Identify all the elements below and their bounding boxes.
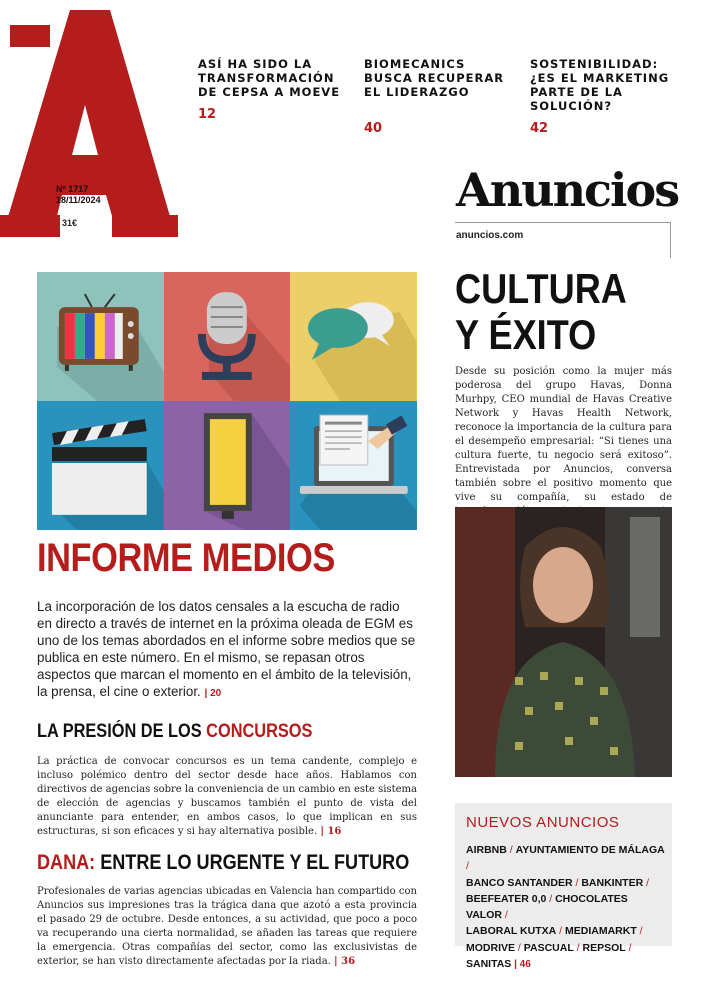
site-link[interactable]: anuncios.com — [456, 230, 524, 241]
laptop-newspaper-icon — [290, 401, 417, 530]
issue-info — [56, 184, 101, 206]
issue-number: Nº 1717 — [56, 184, 89, 194]
dana-body: Profesionales de varias agencias ubicadas en Valencia han compartido con Anuncios sus impresiones tras la trágica dana que azotó a esta provincia el pasado 29 de octubre. Desde entonces, a su actividad, que poco a poco va recuperando una cierta normalidad, se añaden las tareas que requiere la emergencia. Otras compañías del sector, como las exclusivistas de exterior, se han visto directamente afectadas por la riada. | 36 — [37, 886, 417, 967]
teaser-biomecanics[interactable] — [364, 57, 514, 136]
brand-item[interactable]: REPSOL — [582, 941, 626, 954]
brand-item[interactable]: MODRIVE — [466, 941, 516, 954]
clapperboard-icon — [37, 401, 164, 530]
dana-text: Profesionales de varias agencias ubicadas en Valencia han compartido con Anuncios sus impresiones tras la trágica dana que azotó a esta provincia el pasado 29 de octubre. Desde entonces, a su actividad, que poco a poco va recuperando una cierta normalidad, se añaden las tareas que requiere la emergencia. Otras compañías del sector, como las exclusivistas de exterior, se han visto directamente afectadas por la riada. — [37, 886, 417, 967]
brand-item[interactable]: BEEFEATER 0,0 — [466, 892, 547, 905]
brand-item[interactable]: SANITAS — [466, 958, 512, 971]
presion-body: La práctica de convocar concursos es un tema candente, complejo e incluso polémico dentro del sector desde hace años. Hablamos con directivos de agencias sobre la conveniencia de un cambio en este sistema de elección de agencias y buscamos también el punto de vista del anunciante para entender, en ambos casos, lo que implican en sus estructuras, si son eficaces y si hay alternativa posible. | 16 — [37, 756, 417, 837]
divider — [455, 222, 671, 223]
teaser-cepsa[interactable] — [198, 57, 348, 122]
teaser-title: BIOMECANICS BUSCA RECUPERAR EL LIDERAZGO — [364, 57, 505, 99]
headline-line: Y ÉXITO — [455, 311, 597, 358]
brand-item[interactable]: PASCUAL — [523, 941, 574, 954]
headline-presion-concursos — [37, 722, 312, 741]
informe-body: La incorporación de los datos censales a la escucha de radio en directo a través de internet en la próxima oleada de EGM es uno de los temas abordados en el informe sobre medios que se publica en este número. En el mismo, se repasan otros aspectos que marcan el momento en el ámbito de la televisión, la prensa, el cine o exterior. | 20 — [37, 599, 416, 699]
teaser-page: 40 — [364, 121, 383, 136]
nuevos-anuncios-list: AIRBNB / AYUNTAMIENTO DE MÁLAGA / BANCO SANTANDER / BANKINTER / BEEFEATER 0,0 / CHOCOLATES VALOR / LABORAL KUTXA / MEDIAMARKT / MODRIVE / PASCUAL / REPSOL / SANITAS | 46 — [466, 844, 665, 971]
brand-item[interactable]: BANCO SANTANDER — [466, 876, 573, 889]
brand-item[interactable]: AIRBNB — [466, 844, 507, 856]
brand-item[interactable]: LABORAL KUTXA — [466, 925, 557, 938]
portrait-photo — [455, 507, 672, 777]
billboard-icon — [164, 401, 291, 530]
presion-text: La práctica de convocar concursos es un tema candente, complejo e incluso polémico dentro del sector desde hace años. Hablamos con directivos de agencias sobre la conveniencia de un cambio en este sistema de elección de agencias y buscamos también el punto de vista del anunciante para entender, en ambos casos, lo que implican en sus estructuras, si son eficaces y si hay alternativa posible. — [37, 756, 417, 837]
issue-date: 18/11/2024 — [56, 195, 101, 205]
teaser-sostenibilidad[interactable] — [530, 57, 680, 136]
microphone-icon — [164, 272, 291, 401]
brand-item[interactable]: CHOCOLATES VALOR — [466, 892, 628, 922]
nuevos-page-ref[interactable]: 46 — [519, 959, 531, 971]
teaser-title: ASÍ HA SIDO LA TRANSFORMACIÓN DE CEPSA A MOEVE — [198, 57, 341, 99]
informe-page-ref[interactable]: 20 — [210, 688, 222, 699]
headline-part: ENTRE LO URGENTE Y EL FUTURO — [95, 851, 410, 874]
teaser-page: 42 — [530, 121, 549, 136]
cultura-text: Desde su posición como la mujer más poderosa del grupo Havas, Donna Murhpy, CEO mundial de Havas Creative Network y Havas Health Network, reconoce la importancia de la cultura para el desempeño empresarial: “Si tienes una cultura fuerte, tu negocio será exitoso”. Entrevistada por Anuncios, conversa también sobre el positivo momento que vive su compañía, su estado de — [455, 366, 672, 503]
headline-line: CULTURA — [455, 265, 627, 312]
headline-part: LA PRESIÓN DE LOS — [37, 721, 207, 742]
brand-item[interactable]: MEDIAMARKT — [565, 925, 637, 938]
headline-highlight: CONCURSOS — [206, 721, 313, 742]
headline-informe-medios: INFORME MEDIOS — [37, 536, 335, 580]
brand-item[interactable]: BANKINTER — [581, 876, 644, 889]
presion-page-ref[interactable]: 16 — [327, 826, 342, 837]
headline-cultura-exito — [455, 266, 627, 358]
tv-icon — [37, 272, 164, 401]
teaser-title: SOSTENIBILIDAD: ¿ES EL MARKETING PARTE DE LA SOLUCIÓN? — [530, 57, 670, 113]
media-icon-grid — [37, 272, 417, 530]
speech-bubbles-icon — [290, 272, 417, 401]
headline-highlight: DANA: — [37, 851, 96, 874]
issue-price: 31€ — [62, 218, 78, 228]
brand-item[interactable]: AYUNTAMIENTO DE MÁLAGA — [515, 844, 665, 856]
brand-name: Anuncios — [456, 163, 679, 217]
informe-text: La incorporación de los datos censales a la escucha de radio en directo a través de internet en la próxima oleada de EGM es uno de los temas abordados en el informe sobre medios que se publica en este número. En el mismo, se repasan otros aspectos que marcan el momento en el ámbito de la televisión, la prensa, el cine o exterior. — [37, 599, 416, 699]
headline-dana — [37, 852, 409, 873]
teaser-page: 12 — [198, 107, 217, 122]
nuevos-anuncios-title: NUEVOS ANUNCIOS — [466, 814, 620, 831]
divider — [670, 222, 671, 258]
dana-page-ref[interactable]: 36 — [341, 956, 356, 967]
